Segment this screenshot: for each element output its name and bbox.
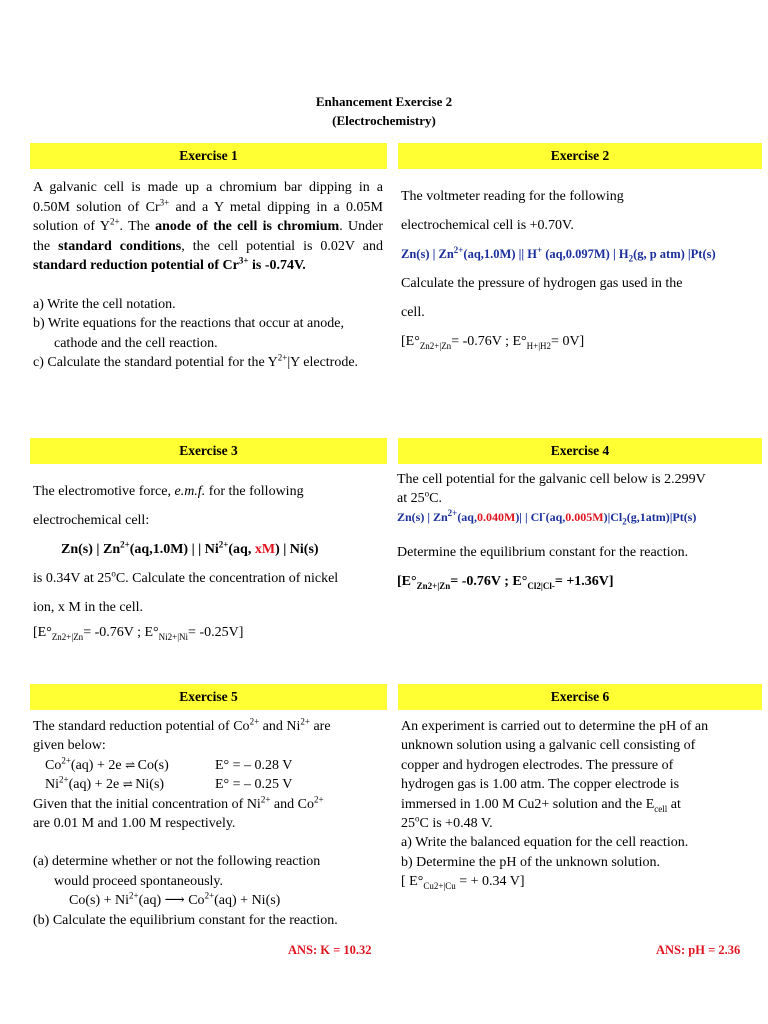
exercise-2-reference-potentials: [$E^\circ_{Zn2+|Zn}= -0.76V$ ; $E^\circ_{H+|H2}= 0V$] <box>401 334 585 351</box>
exercise-4-body <box>397 470 762 591</box>
exercise-1-statement: A galvanic cell is made up a chromium bar dipping in a 0.50M solution of $Cr^{3+}$ and a Y metal dipping in a 0.05M solution of $Y^{2+}$. The anode of the cell is chromium. Under the standard conditions, the cell potential is 0.02V and standard reduction potential of $Cr^{3+}$ is -0.74V. <box>33 180 383 273</box>
exercise-6-line-3: copper and hydrogen electrodes. The pressure of <box>401 757 674 773</box>
exercise-5-heading: Exercise 5 <box>30 684 387 710</box>
exercise-5-question-b: (b) Calculate the equilibrium constant for the reaction. <box>33 912 338 928</box>
exercise-4-line-2: at 25$^o$C. <box>397 488 442 506</box>
exercise-2-line-2: electrochemical cell is +0.70V. <box>401 218 574 233</box>
document-subtitle: (Electrochemistry) <box>332 113 436 128</box>
exercise-2-body <box>401 182 761 356</box>
exercise-4-line-3: Determine the equilibrium constant for the reaction. <box>397 545 689 560</box>
exercise-6-question-a: a) Write the balanced equation for the cell reaction. <box>401 835 689 851</box>
exercise-3-cell-notation: Zn(s) | $Zn^{2+}(aq,1.0M)$ | | $Ni^{2+}(aq$, xM) | Ni(s) <box>61 539 319 557</box>
equilibrium-arrow-icon: ⇌ <box>122 777 132 792</box>
exercise-6-line-2: unknown solution using a galvanic cell consisting of <box>401 738 696 754</box>
exercise-6-reference-potential: [ $E^\circ_{Cu2+|Cu}$ = + 0.34 V] <box>401 874 525 892</box>
exercise-6-question-b: b) Determine the pH of the unknown solution. <box>401 854 660 870</box>
exercise-3-reference-potentials: [$E^\circ_{Zn2+|Zn}= -0.76V$ ; $E^\circ_{Ni2+|Ni}= -0.25V$] <box>33 625 244 642</box>
equilibrium-arrow-icon: ⇌ <box>125 757 135 772</box>
exercise-1-question-a: a) Write the cell notation. <box>33 296 176 312</box>
exercise-5-question-a: (a) determine whether or not the following reaction <box>33 854 321 870</box>
exercise-4-line-1: The cell potential for the galvanic cell below is 2.299V <box>397 472 706 487</box>
forward-arrow-icon: ⟶ <box>164 893 185 909</box>
exercise-5-line-2: given below: <box>33 738 106 754</box>
exercise-3-line-3: is 0.34V at 25$^o$C. Calculate the concentration of nickel <box>33 568 339 586</box>
exercise-6-line-4: hydrogen gas is 1.00 atm. The copper electrode is <box>401 777 680 793</box>
exercise-3-line-4: ion, x M in the cell. <box>33 600 144 615</box>
exercise-2-line-4: cell. <box>401 305 425 320</box>
exercise-5-line-4: are 0.01 M and 1.00 M respectively. <box>33 816 236 832</box>
exercise-6-answer: ANS: pH = 2.36 <box>656 943 741 957</box>
exercise-6-body <box>401 717 761 892</box>
exercise-3-line-1: The electromotive force, e.m.f. for the following <box>33 484 304 499</box>
exercise-5-reaction: $Co(s) + Ni^{2+}(aq)$ ⟶ $Co^{2+}(aq) + Ni(s)$ <box>69 890 281 909</box>
exercise-4-cell-notation: Zn(s) | $Zn^{2+}(aq,0.040M)|$ | $Cl^-(aq,0.005M)|Cl_2(g,1atm)|Pt(s)$ <box>397 508 697 527</box>
exercise-4-heading: Exercise 4 <box>398 438 762 464</box>
exercise-6-heading: Exercise 6 <box>398 684 762 710</box>
exercise-6-line-6: 25$^o$C is +0.48 V. <box>401 813 493 832</box>
exercise-3-heading: Exercise 3 <box>30 438 387 464</box>
exercise-4-reference-potentials: [$E^\circ_{Zn2+|Zn}= -0.76V$ ; $E^\circ_{Cl2|Cl-}= +1.36V$] <box>397 574 614 591</box>
exercise-5-question-a-cont: would proceed spontaneously. <box>54 873 223 889</box>
exercise-5-equation-cobalt: $Co^{2+}(aq) + 2e$ ⇌ Co(s) E° = – 0.28 V <box>33 756 388 775</box>
exercise-2-cell-notation: Zn(s) | $Zn^{2+}(aq,1.0M)$ || H+ (aq,0.097M) | $H_2(g$, p atm) |Pt(s) <box>401 244 716 264</box>
exercise-6-line-1: An experiment is carried out to determine the pH of an <box>401 719 709 734</box>
exercise-3-body <box>33 477 385 644</box>
exercise-1-question-b: b) Write equations for the reactions that occur at anode, cathode and the cell reaction. <box>33 316 344 351</box>
exercise-5-equation-nickel: $Ni^{2+}(aq) + 2e$ ⇌ Ni(s) E° = – 0.25 V <box>33 775 388 794</box>
exercise-3-line-2: electrochemical cell: <box>33 513 150 528</box>
exercise-2-line-3: Calculate the pressure of hydrogen gas used in the <box>401 276 683 291</box>
exercise-6-line-5: immersed in 1.00 M Cu2+ solution and the $E_{cell}$ at <box>401 796 681 814</box>
document-title: Enhancement Exercise 2 <box>315 94 453 109</box>
exercise-5-body <box>33 717 388 930</box>
exercise-1-question-c: c) Calculate the standard potential for the $Y^{2+}|Y$ electrode. <box>33 352 359 370</box>
exercise-2-line-1: The voltmeter reading for the following <box>401 189 624 204</box>
exercise-2-heading: Exercise 2 <box>398 143 762 169</box>
exercise-5-answer: ANS: K = 10.32 <box>288 943 372 957</box>
exercise-5-line-1: The standard reduction potential of $Co^{2+}$ and $Ni^{2+}$ are <box>33 716 331 734</box>
exercise-1-heading: Exercise 1 <box>30 143 387 169</box>
exercise-1-body <box>33 178 383 373</box>
exercise-5-line-3: Given that the initial concentration of $Ni^{2+}$ and $Co^{2+}$ <box>33 793 324 812</box>
